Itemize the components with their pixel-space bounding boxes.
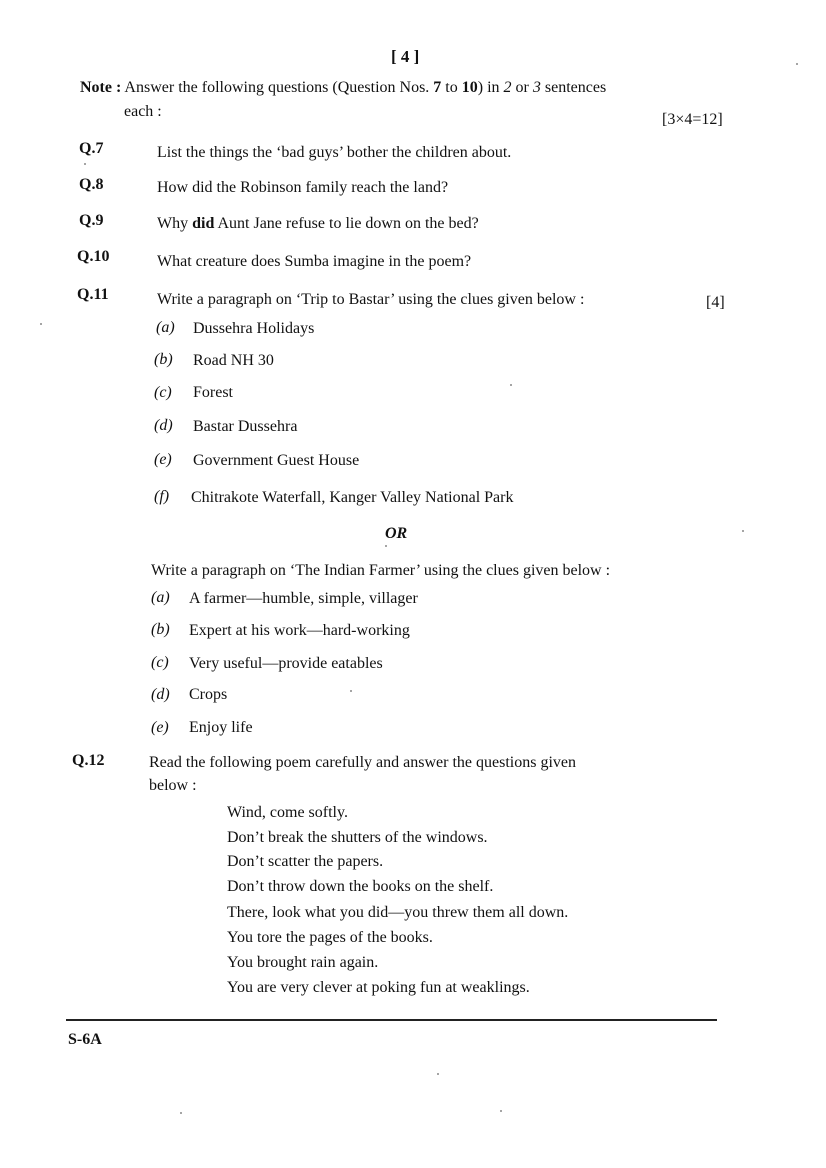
question-text: List the things the ‘bad guys’ bother the children about.	[157, 144, 512, 161]
alt-prompt: Write a paragraph on ‘The Indian Farmer’ using the clues given below :	[151, 562, 611, 579]
question-text: Write a paragraph on ‘Trip to Bastar’ using the clues given below :	[157, 291, 585, 308]
clue-label: (d)	[154, 417, 173, 434]
clue-label: (f)	[154, 488, 170, 505]
poem-line: You are very clever at poking fun at weaklings.	[227, 979, 530, 996]
note-text-post: sentences	[540, 79, 607, 96]
clue-text: Chitrakote Waterfall, Kanger Valley National Park	[191, 489, 514, 506]
clue-text: Crops	[189, 686, 228, 703]
scan-speck	[40, 323, 42, 325]
poem-line: Wind, come softly.	[227, 804, 348, 821]
question-number: Q.9	[79, 212, 104, 229]
page-number: [ 4 ]	[391, 47, 420, 66]
note-label: Note :	[80, 79, 122, 96]
note-marks: [3×4=12]	[662, 111, 723, 128]
q9-text-post: Aunt Jane refuse to lie down on the bed?	[214, 215, 479, 232]
clue-label: (e)	[151, 719, 169, 736]
clue-label: (c)	[154, 384, 172, 401]
clue-text: Forest	[193, 384, 233, 401]
clue-text: Government Guest House	[193, 452, 360, 469]
note-qno-start: 7	[433, 79, 442, 96]
footer-rule	[66, 1019, 717, 1021]
clue-text: Enjoy life	[189, 719, 253, 736]
poem-line: Don’t scatter the papers.	[227, 853, 384, 870]
note-or: or	[511, 79, 533, 96]
q12-text-line-1: Read the following poem carefully and answer the questions given	[149, 754, 576, 771]
clue-text: Expert at his work—hard-working	[189, 622, 410, 639]
scan-speck	[742, 530, 744, 532]
question-text: What creature does Sumba imagine in the poem?	[157, 253, 472, 270]
poem-line: There, look what you did—you threw them all down.	[227, 904, 569, 921]
note-two: 2	[503, 79, 512, 96]
note-three: 3	[532, 79, 541, 96]
clue-text: Road NH 30	[193, 352, 274, 369]
scan-speck	[385, 545, 387, 547]
note-text-mid: ) in	[477, 79, 504, 96]
poem-line: You tore the pages of the books.	[227, 929, 433, 946]
scan-speck	[796, 63, 798, 65]
footer-code: S-6A	[68, 1031, 102, 1048]
poem-line: Don’t throw down the books on the shelf.	[227, 878, 494, 895]
poem-line: Don’t break the shutters of the windows.	[227, 829, 488, 846]
clue-label: (d)	[151, 686, 170, 703]
q9-text-bold: did	[192, 215, 215, 232]
question-text: How did the Robinson family reach the land?	[157, 179, 449, 196]
question-text	[157, 214, 479, 234]
note-text-pre: Answer the following questions (Question Nos.	[121, 79, 434, 96]
scan-speck	[437, 1073, 439, 1075]
scan-speck	[510, 384, 512, 386]
question-number: Q.10	[77, 248, 110, 265]
scan-speck	[84, 163, 86, 165]
note-line-1	[80, 78, 606, 98]
or-separator: OR	[385, 525, 408, 542]
note-qno-end: 10	[461, 79, 478, 96]
question-number: Q.8	[79, 176, 104, 193]
clue-label: (b)	[151, 621, 170, 638]
clue-text: Bastar Dussehra	[193, 418, 298, 435]
note-line-2: each :	[124, 103, 162, 120]
scan-speck	[350, 690, 352, 692]
clue-text: Dussehra Holidays	[193, 320, 315, 337]
scan-speck	[180, 1112, 182, 1114]
clue-label: (b)	[154, 351, 173, 368]
question-marks: [4]	[706, 294, 725, 311]
question-number: Q.7	[79, 140, 104, 157]
clue-label: (c)	[151, 654, 169, 671]
note-to: to	[441, 79, 462, 96]
clue-text: A farmer—humble, simple, villager	[189, 590, 418, 607]
question-number: Q.12	[72, 752, 105, 769]
scan-speck	[500, 1110, 502, 1112]
q12-text-line-2: below :	[149, 777, 197, 794]
clue-label: (a)	[151, 589, 170, 606]
poem-line: You brought rain again.	[227, 954, 379, 971]
clue-label: (e)	[154, 451, 172, 468]
q9-text-pre: Why	[157, 215, 193, 232]
question-number: Q.11	[77, 286, 109, 303]
clue-label: (a)	[156, 319, 175, 336]
clue-text: Very useful—provide eatables	[189, 655, 383, 672]
